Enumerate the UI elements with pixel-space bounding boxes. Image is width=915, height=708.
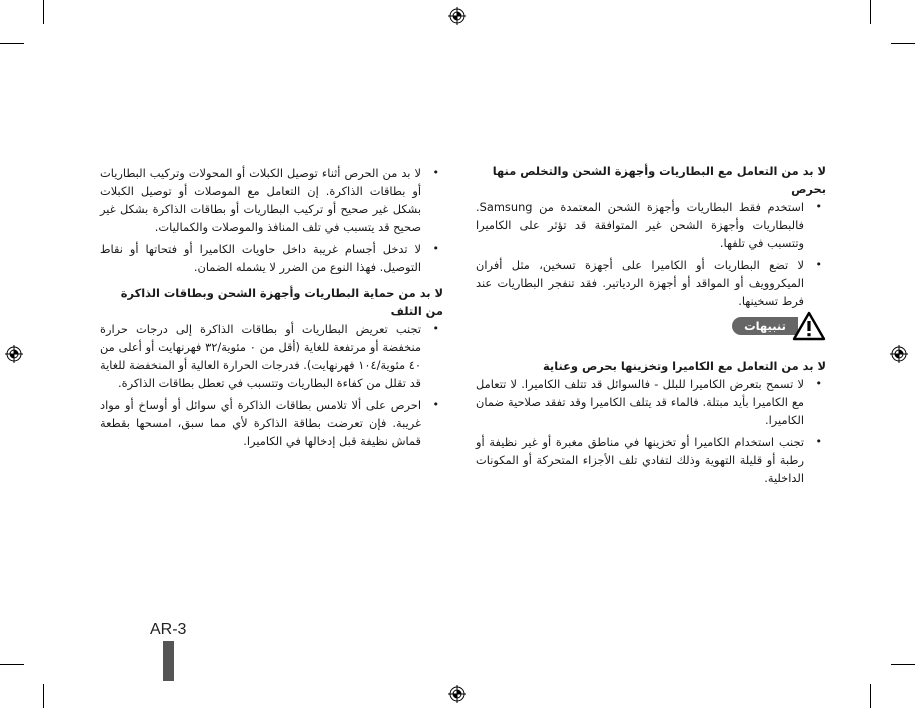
list-item — [476, 375, 826, 429]
list-item — [100, 164, 443, 236]
crop-mark — [43, 0, 44, 24]
list-item-text: لا بد من الحرص أثناء توصيل الكبلات أو المحولات وتركيب البطاريات أو بطاقات الذاكرة. إن التعامل مع الموصلات أو توصيل الكبلات بشكل غير صحيح أو تركيب البطاريات أو بطاقات الذاكرة بشكل غير صحيح قد يتسبب في تلف المنافذ والموصلات والكماليات. — [100, 166, 421, 234]
bullet-list — [476, 375, 826, 487]
list-item-text: تجنب تعريض البطاريات أو بطاقات الذاكرة إلى درجات حرارة منخفضة أو مرتفعة للغاية (أقل من ٠ مئوية/٣٢ فهرنهايت أو أعلى من ٤٠ مئوية/١٠٤ فهرنهايت). فدرجات الحرارة العالية أو المنخفضة للغاية قد تقلل من كفاءة البطاريات وتتسبب في تعطل بطاقات الذاكرة. — [99, 322, 421, 390]
section-heading: لا بد من حماية البطاريات وأجهزة الشحن وبطاقات الذاكرة من التلف — [120, 286, 443, 318]
crop-mark — [870, 684, 871, 708]
list-item-text: تجنب استخدام الكاميرا أو تخزينها في مناطق مغبرة أو غير نظيفة أو رطبة أو قليلة التهوية وذلك لتفادي تلف الأجزاء المتحركة أو المكونات الداخلية. — [476, 435, 804, 485]
registration-mark-icon — [448, 7, 466, 25]
crop-mark — [891, 43, 915, 44]
bullet-icon: • — [815, 435, 822, 448]
crop-mark — [891, 664, 915, 665]
list-item — [100, 320, 443, 392]
crop-mark — [870, 0, 871, 24]
list-item-text: لا تضع البطاريات أو الكاميرا على أجهزة تسخين، مثل أفران الميكروويف أو المواقد أو أجهزة الردياتير. فقد تنفجر البطاريات عند فرط تسخينها. — [476, 258, 804, 308]
bullet-icon: • — [815, 200, 822, 213]
bullet-list — [476, 198, 826, 310]
list-item-text: لا تسمح بتعرض الكاميرا للبلل - فالسوائل قد تتلف الكاميرا. لا تتعامل مع الكاميرا بأيد مبتلة. فالماء قد يتلف الكاميرا وقد تفقد صلاحية ضمان الكاميرا. — [476, 377, 804, 427]
bullet-icon: • — [432, 166, 439, 179]
left-column — [100, 164, 443, 454]
bullet-icon: • — [815, 377, 822, 390]
page-number: AR-3 — [150, 621, 187, 638]
warning-triangle-icon — [792, 311, 826, 341]
bullet-list — [100, 164, 443, 276]
crop-mark — [0, 43, 24, 44]
list-item-text: لا تدخل أجسام غريبة داخل حاويات الكاميرا أو فتحاتها أو نقاط التوصيل. فهذا النوع من الضرر لا يشمله الضمان. — [100, 242, 421, 274]
right-column — [476, 162, 826, 314]
list-item-text: احرص على ألا تلامس بطاقات الذاكرة أي سوائل أو أوساخ أو مواد غريبة. فإن تعرضت بطاقة الذاكرة لأي مما سبق، امسحها بقطعة قماش نظيفة قبل إدخالها في الكاميرا. — [100, 398, 421, 448]
registration-mark-icon — [890, 345, 908, 363]
list-item-text: استخدم فقط البطاريات وأجهزة الشحن المعتمدة من Samsung. فالبطاريات وأجهزة الشحن غير المتوافقة قد تؤثر على الكاميرا وتتسبب في تلفها. — [476, 200, 804, 250]
section-heading: لا بد من التعامل مع الكاميرا وتخزينها بحرص وعناية — [543, 359, 826, 373]
bullet-icon: • — [432, 322, 439, 335]
bullet-icon: • — [432, 398, 439, 411]
crop-mark — [0, 664, 24, 665]
list-item — [476, 256, 826, 310]
list-item — [476, 433, 826, 487]
right-column-lower — [476, 357, 826, 491]
list-item — [100, 396, 443, 450]
bullet-icon: • — [432, 242, 439, 255]
section-heading: لا بد من التعامل مع البطاريات وأجهزة الشحن والتخلص منها بحرص — [492, 164, 826, 196]
registration-mark-icon — [448, 685, 466, 703]
bullet-list — [100, 320, 443, 450]
caution-label — [732, 311, 826, 339]
bullet-icon: • — [815, 258, 822, 271]
crop-mark — [43, 684, 44, 708]
page-tab-marker — [163, 641, 174, 681]
caution-text: تنبيهات — [732, 317, 798, 335]
registration-mark-icon — [5, 345, 23, 363]
list-item — [476, 198, 826, 252]
list-item — [100, 240, 443, 276]
